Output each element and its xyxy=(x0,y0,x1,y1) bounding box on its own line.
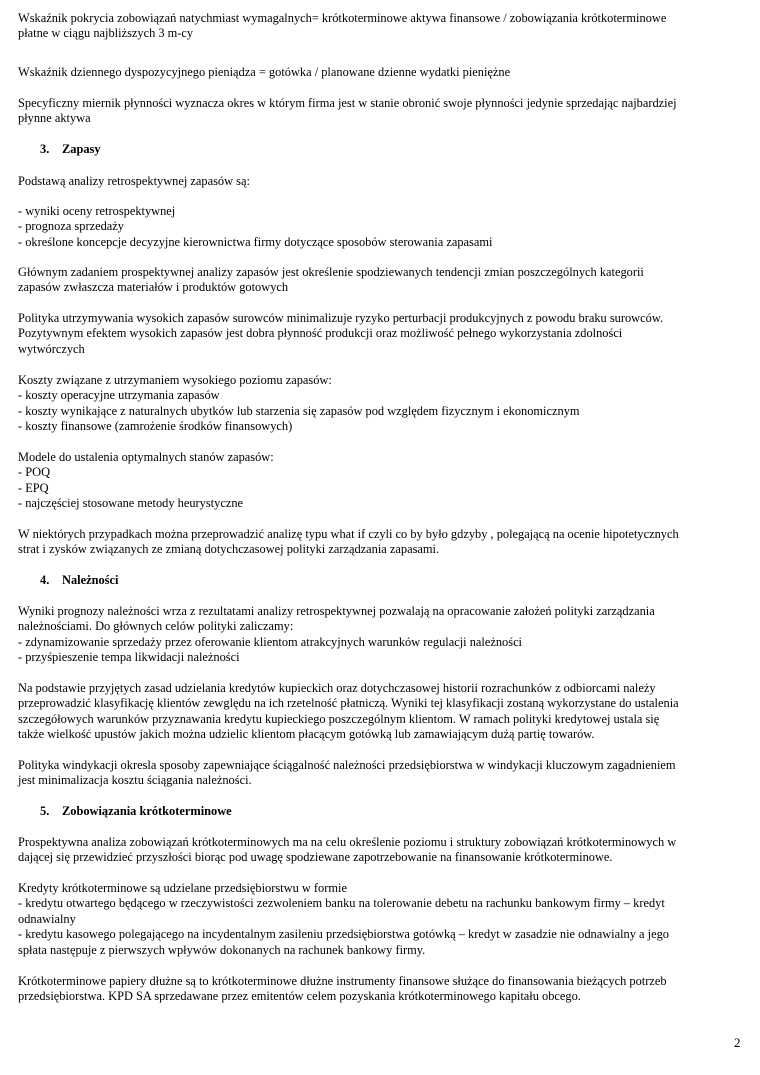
paragraph-short-term-securities xyxy=(18,974,744,1005)
text-line: - koszty wynikające z naturalnych ubytków lub starzenia się zapasów pod względem fizycznym i ekonomicznym xyxy=(18,403,580,418)
text-line: płatne w ciągu najbliższych 3 m-cy xyxy=(18,26,194,41)
text-line: odnawialny xyxy=(18,911,76,926)
text-line: W niektórych przypadkach można przeprowadzić analizę typu what if czyli co by było gdzyby , polegającą na ocenie hipotetycznych xyxy=(18,527,679,541)
text-line: Wskaźnik pokrycia zobowiązań natychmiast wymagalnych= krótkoterminowe aktywa finansowe / zobowiązania krótkoterminowe xyxy=(18,11,667,25)
text-line: Specyficzny miernik płynności wyznacza okres w którym firma jest w stanie obronić swoje płynności jedynie sprzedając najbardziej xyxy=(18,96,677,110)
paragraph-inventory-costs xyxy=(18,373,744,435)
text-line: szczegółowych warunków przyznawania kredytu kupieckiego poszczególnym klientom. W ramach polityki kredytowej ustala się xyxy=(18,711,660,726)
paragraph-inventory-policy xyxy=(18,311,744,357)
paragraph-prospective-liabilities xyxy=(18,835,744,866)
paragraph-receivables-goals xyxy=(18,604,744,666)
text-line: Prospektywna analiza zobowiązań krótkoterminowych ma na celu określenie poziomu i struktury zobowiązań krótkoterminowych w xyxy=(18,835,677,849)
text-line: należnościami. Do głównych celów polityki zaliczamy: xyxy=(18,619,294,634)
text-line: także wielkość upustów jakich można udzielic klientom płacącym gotówką lub zamawiającym dużą partię towarów. xyxy=(18,727,595,742)
text-line: - przyśpieszenie tempa likwidacji należności xyxy=(18,650,240,665)
text-line: - prognoza sprzedaży xyxy=(18,219,124,234)
text-line: - kredytu otwartego będącego w rzeczywistości zezwoleniem banku na tolerowanie debetu na rachunku bankowym firmy – kredyt xyxy=(18,896,665,911)
text-line: wytwórczych xyxy=(18,341,85,356)
list-retro-basis xyxy=(18,204,744,250)
text-line: - koszty finansowe (zamrożenie środków finansowych) xyxy=(18,419,293,434)
text-line: dającej się przewidzieć przyszłości biorąc pod uwagę spodziewane zapotrzebowanie na finansowanie krótkoterminowe. xyxy=(18,850,613,865)
text-line: przeprowadzić klasyfikację klientów zewględu na ich rzetelność płatniczą. Wyniki tej klasyfikacji zostaną wykorzystane do ustalenia xyxy=(18,696,679,711)
text-line: Wskaźnik dziennego dyspozycyjnego pieniądza = gotówka / planowane dzienne wydatki pieniężne xyxy=(18,65,511,79)
section-heading-zapasy: 3. Zapasy xyxy=(40,142,101,156)
text-line: Koszty związane z utrzymaniem wysokiego poziomu zapasów: xyxy=(18,373,332,387)
paragraph-daily-cash xyxy=(18,65,744,80)
text-line: - koszty operacyjne utrzymania zapasów xyxy=(18,388,220,403)
paragraph-prospective-task xyxy=(18,265,744,296)
text-line: płynne aktywa xyxy=(18,111,91,126)
text-line: strat i zysków związanych ze zmianą dotychczasowej polityki zarządzania zapasami. xyxy=(18,542,440,557)
text-line: zapasów zwłaszcza materiałów i produktów gotowych xyxy=(18,280,289,295)
text-line: Kredyty krótkoterminowe są udzielane przedsiębiorstwu w formie xyxy=(18,881,347,895)
text-line: Podstawą analizy retrospektywnej zapasów są: xyxy=(18,174,250,188)
paragraph-collection-policy xyxy=(18,758,744,789)
text-line: Krótkoterminowe papiery dłużne są to krótkoterminowe dłużne instrumenty finansowe służące do finansowania bieżących potrzeb xyxy=(18,974,667,988)
text-line: Pozytywnym efektem wysokich zapasów jest dobra płynność produkcji oraz możliwość pełnego wykorzystania zdolności xyxy=(18,326,623,341)
section-heading-naleznosci: 4. Należności xyxy=(40,573,119,587)
text-line: jest minimalizacja kosztu ściągania należności. xyxy=(18,773,252,788)
section-heading-zobowiazania: 5. Zobowiązania krótkoterminowe xyxy=(40,804,232,818)
paragraph-retro-basis xyxy=(18,174,744,189)
text-line: Polityka utrzymywania wysokich zapasów surowców minimalizuje ryzyko perturbacji produkcyjnych z powodu braku surowców. xyxy=(18,311,664,325)
text-line: - zdynamizowanie sprzedaży przez oferowanie klientom atrakcyjnych warunków regulacji należności xyxy=(18,634,523,649)
text-line: - wyniki oceny retrospektywnej xyxy=(18,204,176,218)
text-line: - EPQ xyxy=(18,480,49,495)
paragraph-what-if xyxy=(18,527,744,558)
text-line: - określone koncepcje decyzyjne kierownictwa firmy dotyczące sposobów sterowania zapasami xyxy=(18,234,493,249)
text-line: spłata następuje z pierwszych wpływów dokonanych na rachunek bankowy firmy. xyxy=(18,942,426,957)
text-line: przedsiębiorstwa. KPD SA sprzedawane przez emitentów celem pozyskania krótkoterminowego kapitału obcego. xyxy=(18,989,581,1004)
text-line: Wyniki prognozy należności wrza z rezultatami analizy retrospektywnej pozwalają na opracowanie założeń polityki zarządzania xyxy=(18,604,655,618)
text-line: - najczęściej stosowane metody heurystyczne xyxy=(18,496,244,511)
text-line: Na podstawie przyjętych zasad udzielania kredytów kupieckich oraz dotychczasowej historii rozrachunków z odbiorcami należy xyxy=(18,681,656,695)
text-line: Modele do ustalenia optymalnych stanów zapasów: xyxy=(18,450,274,464)
paragraph-credit-classification xyxy=(18,681,744,743)
text-line: Głównym zadaniem prospektywnej analizy zapasów jest określenie spodziewanych tendencji zmian poszczególnych kategorii xyxy=(18,265,644,279)
paragraph-short-term-credits xyxy=(18,881,744,958)
paragraph-specific-measure xyxy=(18,96,744,127)
text-line: Polityka windykacji okresla sposoby zapewniające ściągalność należności przedsiębiorstwa w windykacji kluczowym zagadnieniem xyxy=(18,758,676,772)
paragraph-optimal-models xyxy=(18,450,744,512)
text-line: - POQ xyxy=(18,465,51,480)
page-number: 2 xyxy=(734,1035,741,1050)
text-line: - kredytu kasowego polegającego na incydentalnym zasileniu przedsiębiorstwa gotówką – kredyt w zasadzie nie odnawialny a jego xyxy=(18,927,669,942)
paragraph-liquidity-coverage xyxy=(18,11,744,42)
